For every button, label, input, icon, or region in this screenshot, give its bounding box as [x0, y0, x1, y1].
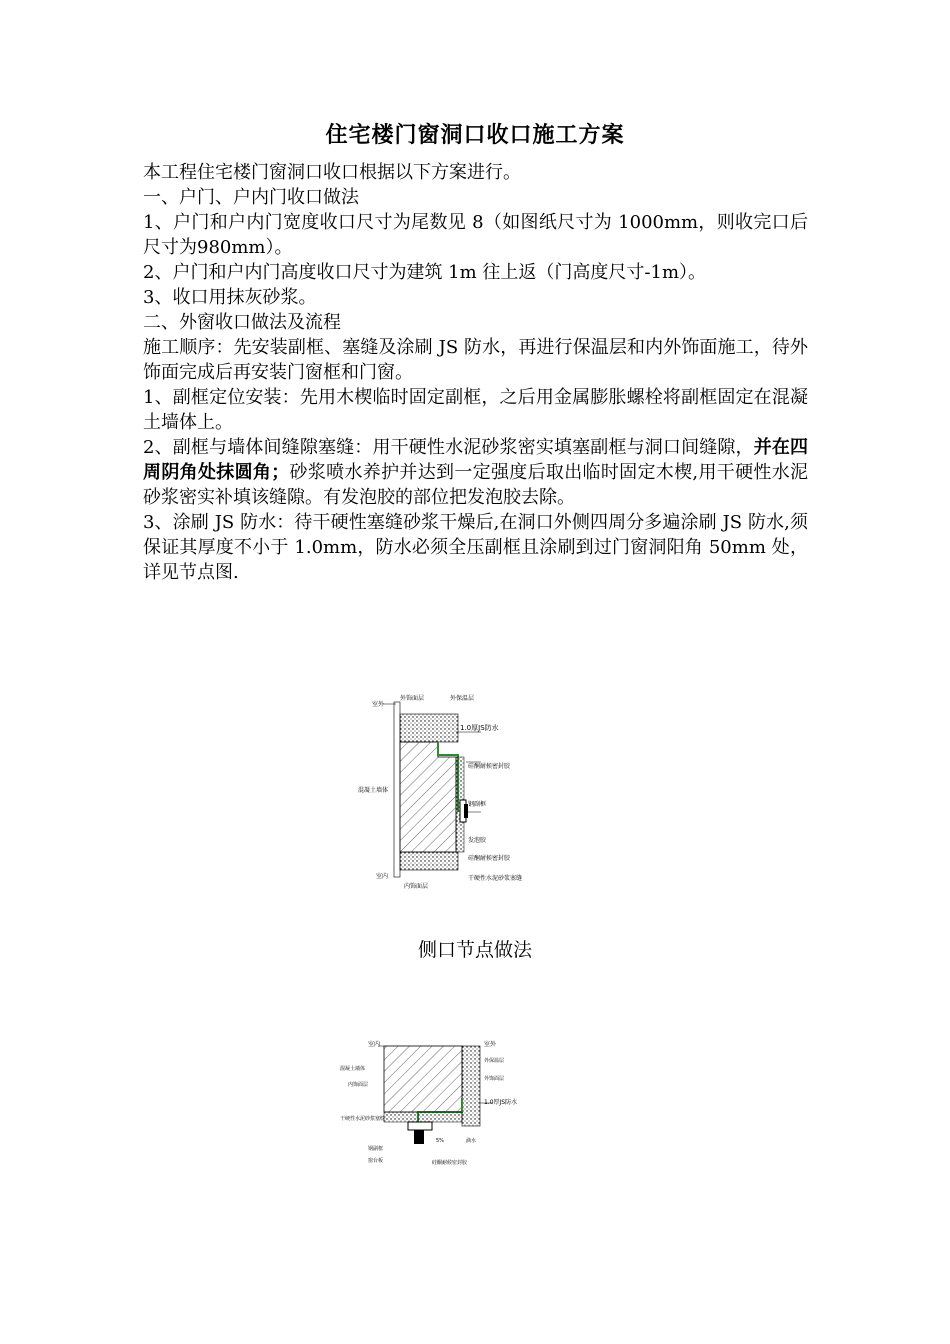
- label2-outdoor: 室外: [484, 1041, 497, 1048]
- lower-insulation: [400, 852, 458, 870]
- label2-silicone-seal: 硅酮耐候密封胶: [432, 1160, 468, 1166]
- label2-ext-finish: 外饰面层: [484, 1076, 505, 1082]
- label-outdoor: 室外: [372, 701, 385, 708]
- gap-filling-text-2: 砂浆喷水养护并达到一定强度后取出临时固定木楔,用干硬性水泥砂浆密实补填该缝隙。有发泡胶的部位把发泡胶去除。: [143, 462, 809, 508]
- document-title: 住宅楼门窗洞口收口施工方案: [325, 122, 625, 148]
- paragraph-sequence: 施工顺序：先安装副框、塞缝及涂刷 JS 防水，再进行保温层和内外饰面施工，待外饰面完成后再安装门窗框和门窗。: [143, 337, 808, 383]
- mortar-joint-2: [384, 1112, 462, 1122]
- label-concrete-wall: 混凝土墙体: [358, 787, 389, 794]
- label-int-finish: 内饰面层: [404, 883, 429, 890]
- paragraph-js-waterproof: 3、涂刷 JS 防水：待干硬性塞缝砂浆干燥后,在洞口外侧四周分多遍涂刷 JS 防水,须保证其厚度不小于 1.0mm，防水必须全压副框且涂刷到过门窗洞阳角 50mm 处，详见节点图.: [143, 512, 808, 583]
- jamb-node-diagram: [356, 692, 546, 892]
- label-indoor: 室内: [376, 873, 389, 880]
- gap-filling-emphasis: 并在四周阴角处抹圆角；: [143, 437, 808, 483]
- sill-node-diagram: [338, 1038, 522, 1172]
- paragraph-subframe-install: 1、副框定位安装：先用木楔临时固定副框，之后用金属膨胀螺栓将副框固定在混凝土墙体上。: [143, 387, 808, 433]
- paragraph-gap-filling: [143, 435, 808, 510]
- label2-indoor: 室内: [368, 1041, 381, 1048]
- label2-js-waterproof: 1.0厚JS防水: [484, 1099, 518, 1106]
- paragraph-door-height: 2、户门和户内门高度收口尺寸为建筑 1m 往上返（门高度尺寸-1m）。: [143, 262, 707, 283]
- label-ext-finish: 外饰面层: [400, 695, 425, 702]
- label-ext-insulation: 外保温层: [450, 695, 475, 702]
- label-js-waterproof: 1.0厚JS防水: [460, 724, 499, 732]
- paragraph-door-width: 1、户门和户内门宽度收口尺寸为尾数见 8（如图纸尺寸为 1000mm，则收完口后尺寸为980mm）。: [143, 212, 808, 258]
- gap-filling-text-1: 2、副框与墙体间缝隙塞缝：用干硬性水泥砂浆密实填塞副框与洞口间缝隙，: [143, 437, 754, 458]
- label-dry-mortar: 干硬性水泥砂浆塞缝: [468, 875, 523, 882]
- label2-sill: 窗台板: [368, 1158, 384, 1164]
- label2-slope: 5%: [436, 1138, 444, 1144]
- label-silicone-seal-bottom: 硅酮耐候密封胶: [468, 855, 511, 862]
- insulation-layer: [400, 714, 458, 742]
- label2-drip: 滴水: [466, 1138, 477, 1144]
- concrete-wall-2: [384, 1046, 462, 1112]
- label2-concrete-wall: 混凝土墙体: [340, 1066, 366, 1072]
- label-foam: 发泡胶: [468, 837, 487, 844]
- label2-subframe: 钢副框: [368, 1146, 384, 1152]
- paragraph-mortar: 3、收口用抹灰砂浆。: [143, 287, 317, 308]
- label-silicone-seal-top: 硅酮耐候密封胶: [468, 763, 511, 770]
- label-subframe: 钢副框: [468, 801, 487, 808]
- insulation-layer-2: [462, 1046, 480, 1126]
- document-body: [143, 160, 808, 585]
- paragraph-intro: 本工程住宅楼门窗洞口收口根据以下方案进行。: [143, 162, 521, 183]
- concrete-wall: [400, 742, 456, 852]
- steel-subframe-2: [408, 1122, 432, 1130]
- label2-int-finish: 内饰面层: [348, 1082, 369, 1088]
- figure-caption: 侧口节点做法: [417, 939, 532, 961]
- heading-section-1: 一、户门、户内门收口做法: [143, 187, 359, 208]
- label2-ext-insulation: 外保温层: [484, 1058, 505, 1064]
- heading-section-2: 二、外窗收口做法及流程: [143, 312, 341, 333]
- exterior-finish-layer: [394, 702, 400, 877]
- label2-dry-mortar: 干硬性水泥砂浆塞缝: [340, 1116, 386, 1122]
